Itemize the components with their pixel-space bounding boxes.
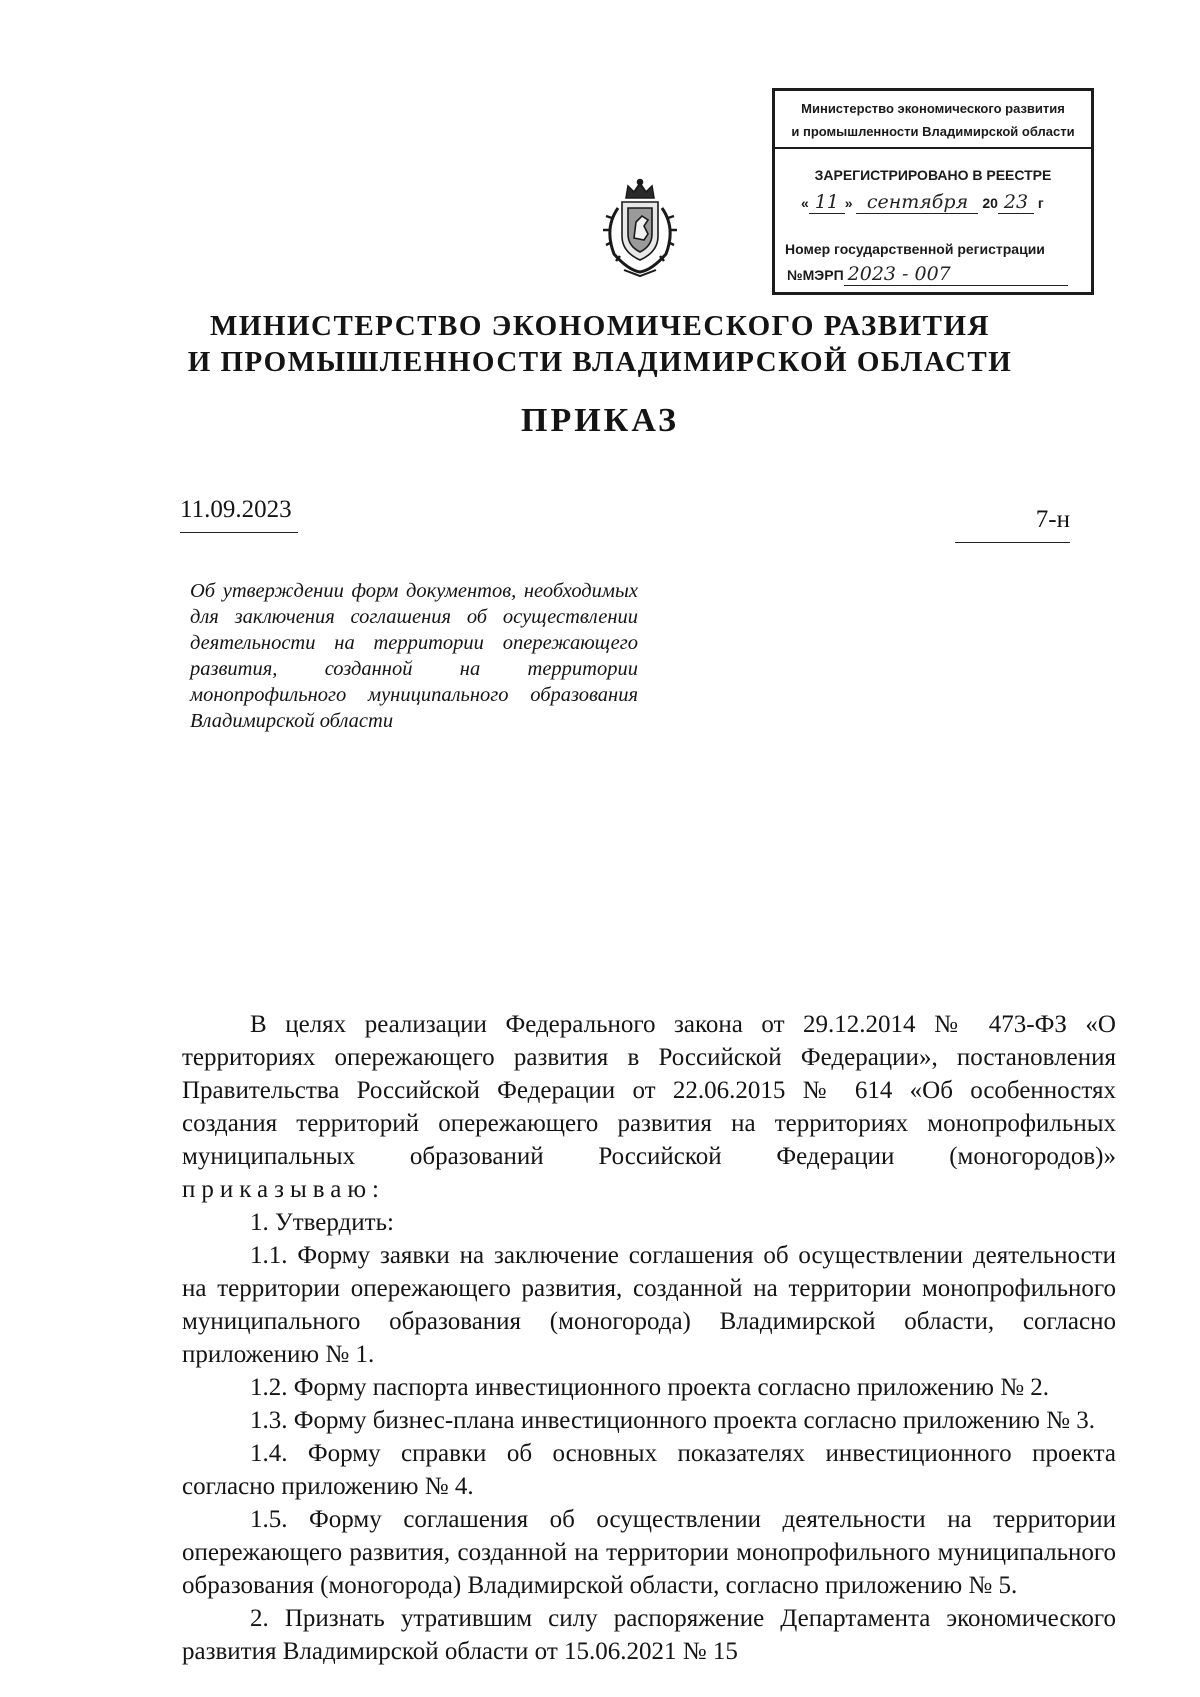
coat-of-arms-icon <box>594 178 686 278</box>
body-item: 1.2. Форму паспорта инвестиционного проекта согласно приложению № 2. <box>250 1374 1050 1401</box>
stamp-year: 23 <box>998 191 1034 214</box>
body-item: 1.5. Форму соглашения об осуществлении деятельности на территории опережающего развития, созданной на территории монопрофильного муниципального образования (моногорода) Владимирской области, согласно приложению № 5. <box>182 1506 1116 1599</box>
stamp-reg-number-label: Номер государственной регистрации <box>785 241 1045 257</box>
stamp-reg-number-value: 2023 - 007 <box>844 263 1068 286</box>
body-item: 1.1. Форму заявки на заключение соглашения об осуществлении деятельности на территории опережающего развития, созданной на территории монопрофильного муниципального образования (моногорода) Владимирской области, согласно приложению № 1. <box>182 1242 1116 1368</box>
document-body <box>182 1008 1116 1668</box>
registration-stamp <box>772 88 1094 295</box>
ministry-name: МИНИСТЕРСТВО ЭКОНОМИЧЕСКОГО РАЗВИТИЯ И ПРОМЫШЛЕННОСТИ ВЛАДИМИРСКОЙ ОБЛАСТИ <box>187 310 1013 378</box>
stamp-day: 11 <box>809 191 845 214</box>
stamp-divider <box>775 147 1091 149</box>
order-word: приказываю: <box>182 1176 385 1203</box>
document-title: ПРИКАЗ <box>521 402 679 439</box>
body-item: 1.3. Форму бизнес-плана инвестиционного проекта согласно приложению № 3. <box>250 1407 1096 1434</box>
body-item: 1.4. Форму справки об основных показателях инвестиционного проекта согласно приложению № 4. <box>182 1440 1116 1500</box>
body-intro: В целях реализации Федерального закона от 29.12.2014 № 473-ФЗ «О территориях опережающего развития в Российской Федерации», постановления Правительства Российской Федерации от 22.06.2015 № 614 «Об особенностях создания территорий опережающего развития на территориях монопрофильных муниципальных образований Российской Федерации (моногородов)» приказываю: <box>182 1011 1116 1203</box>
document-date: 11.09.2023 <box>180 496 298 533</box>
body-item: 2. Признать утратившим силу распоряжение Департамента экономического развития Владимирской области от 15.06.2021 № 15 <box>182 1605 1116 1665</box>
stamp-date: « 11 » сентября 20 23 г <box>801 191 1044 213</box>
document-number: 7-н <box>955 506 1070 543</box>
stamp-month: сентября <box>856 191 978 214</box>
stamp-reg-number: №МЭРП 2023 - 007 <box>787 263 1068 286</box>
body-item: 1. Утвердить: <box>250 1209 394 1236</box>
document-subject: Об утверждении форм документов, необходимых для заключения соглашения об осуществлении деятельности на территории опережающего развития, созданной на территории монопрофильного муниципального образования Владимирской области <box>190 580 638 732</box>
stamp-registered-label: ЗАРЕГИСТРИРОВАНО В РЕЕСТРЕ <box>814 167 1052 183</box>
stamp-organization: Министерство экономического развития и промышленности Владимирской области <box>791 101 1075 139</box>
